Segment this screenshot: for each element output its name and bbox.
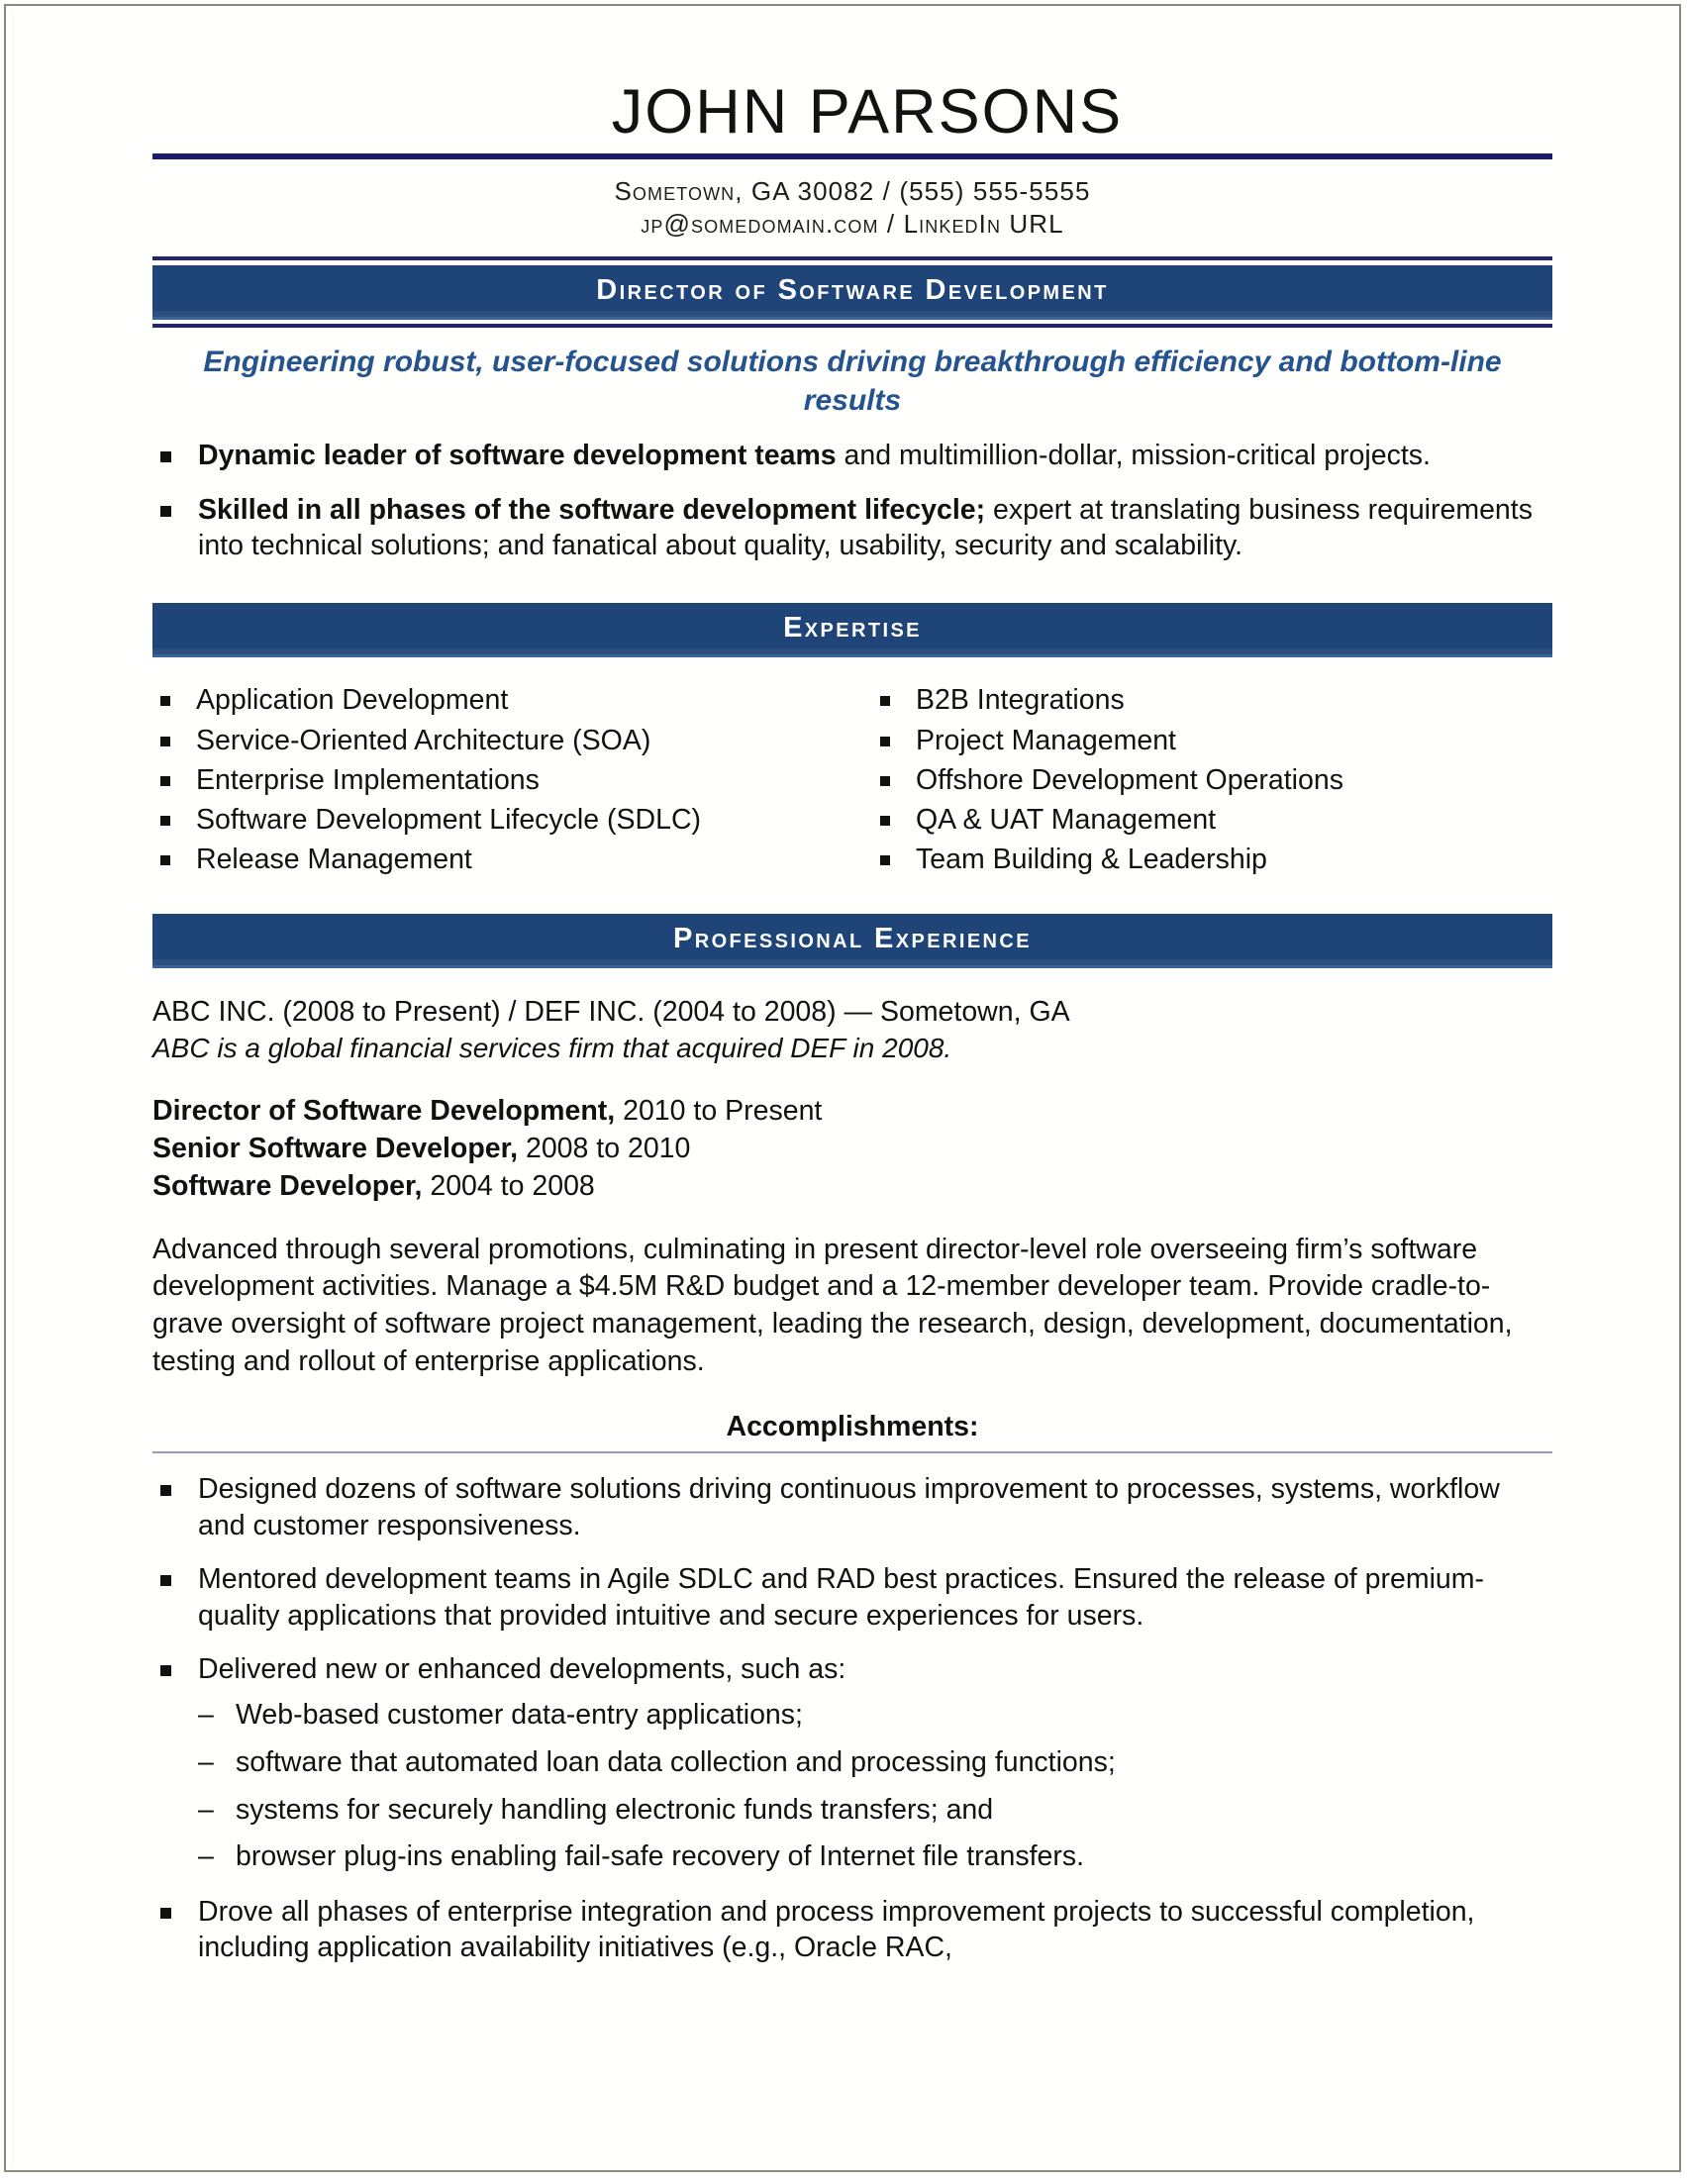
header-divider-thick (152, 153, 1552, 159)
expertise-columns (152, 679, 1552, 878)
expertise-column-right (833, 679, 1552, 878)
accomplishment-item: Mentored development teams in Agile SDLC and RAD best practices. Ensured the release of premium-quality applications that provided intuitive and secure experiences for users. (152, 1561, 1552, 1634)
position-list (152, 1093, 1552, 1206)
profile-tagline: Engineering robust, user-focused solutions driving breakthrough efficiency and bottom-line results (203, 346, 1502, 417)
deliverable-item: – software that automated loan data collection and processing functions; (192, 1744, 1552, 1782)
company-note: ABC is a global financial services firm that acquired DEF in 2008. (152, 1033, 952, 1064)
expertise-item: Service-Oriented Architecture (SOA) (152, 722, 833, 759)
position-title: Senior Software Developer, (152, 1132, 519, 1164)
header-divider-thin (152, 256, 1552, 260)
expertise-item: Release Management (152, 841, 833, 878)
summary-bullet-lead: Skilled in all phases of the software development lifecycle; (198, 493, 986, 526)
accomplishments-heading: Accomplishments: (726, 1411, 979, 1443)
position-title: Software Developer, (152, 1169, 423, 1202)
experience-banner-wrap (152, 914, 1552, 968)
expertise-list-right (872, 681, 1552, 878)
position-title: Director of Software Development, (152, 1094, 616, 1127)
resume-header (152, 79, 1552, 260)
accomplishment-item: Drove all phases of enterprise integration and process improvement projects to successful completion, including application availability initiatives (e.g., Oracle RAC, (152, 1894, 1552, 1966)
expertise-item: B2B Integrations (872, 681, 1552, 719)
expertise-list-left (152, 681, 833, 878)
position-entry (152, 1093, 1552, 1131)
contact-address-phone: Sometown, GA 30082 / (555) 555-5555 (614, 175, 1091, 206)
expertise-item: Software Development Lifecycle (SDLC) (152, 801, 833, 839)
contact-email-linkedin: jp@somedomain.com / LinkedIn URL (641, 209, 1064, 240)
candidate-name: JOHN PARSONS (611, 77, 1124, 147)
expertise-item: QA & UAT Management (872, 801, 1552, 839)
summary-bullet (152, 492, 1552, 564)
page-inner (12, 10, 1675, 2166)
deliverable-item: – browser plug-ins enabling fail-safe recovery of Internet file transfers. (192, 1838, 1552, 1876)
accomplishments-list (152, 1471, 1552, 1687)
summary-list (152, 438, 1552, 563)
contact-block (152, 175, 1552, 242)
position-entry (152, 1168, 1552, 1206)
job-title-banner-underline (152, 324, 1552, 328)
position-dates: 2010 to Present (615, 1094, 823, 1127)
position-entry (152, 1131, 1552, 1168)
summary-bullet-rest: expert at translating business requirements into technical solutions; and fanatical about quality, usability, security and scalability. (198, 493, 1533, 562)
accomplishment-item: Designed dozens of software solutions driving continuous improvement to processes, systems, workflow and customer responsiveness. (152, 1471, 1552, 1543)
summary-bullet (152, 438, 1552, 473)
position-dates: 2008 to 2010 (518, 1132, 691, 1164)
company-line: ABC INC. (2008 to Present) / DEF INC. (2004 to 2008) — Sometown, GA (152, 996, 1070, 1029)
deliverable-item: – Web-based customer data-entry applications; (192, 1697, 1552, 1735)
job-title-banner: Director of Software Development (152, 265, 1552, 320)
position-dates: 2004 to 2008 (422, 1169, 595, 1202)
expertise-banner: Expertise (152, 603, 1552, 657)
resume-content (152, 79, 1552, 1966)
expertise-item: Project Management (872, 722, 1552, 759)
expertise-item: Team Building & Leadership (872, 841, 1552, 878)
accomplishments-list-continued (152, 1894, 1552, 1966)
experience-banner: Professional Experience (152, 914, 1552, 968)
deliverables-sublist (152, 1697, 1552, 1875)
resume-page (4, 4, 1681, 2172)
role-narrative: Advanced through several promotions, culminating in present director-level role overseeing firm’s software development activities. Manage a $4.5M R&D budget and a 12-member developer team. Provide cradle-to-grave oversight of software project management, leading the research, design, development, documentation, testing and rollout of enterprise applications. (152, 1233, 1513, 1378)
job-title-banner-wrap (152, 265, 1552, 328)
deliverable-item: – systems for securely handling electronic funds transfers; and (192, 1792, 1552, 1830)
accomplishments-divider (152, 1451, 1552, 1453)
summary-bullet-lead: Dynamic leader of software development teams (198, 440, 837, 472)
expertise-item: Enterprise Implementations (152, 761, 833, 799)
expertise-item: Application Development (152, 681, 833, 719)
expertise-column-left (152, 679, 833, 878)
expertise-banner-wrap (152, 603, 1552, 657)
accomplishment-item: Delivered new or enhanced developments, such as: (152, 1651, 1552, 1687)
summary-bullet-rest: and multimillion-dollar, mission-critical projects. (836, 440, 1431, 472)
expertise-item: Offshore Development Operations (872, 761, 1552, 799)
